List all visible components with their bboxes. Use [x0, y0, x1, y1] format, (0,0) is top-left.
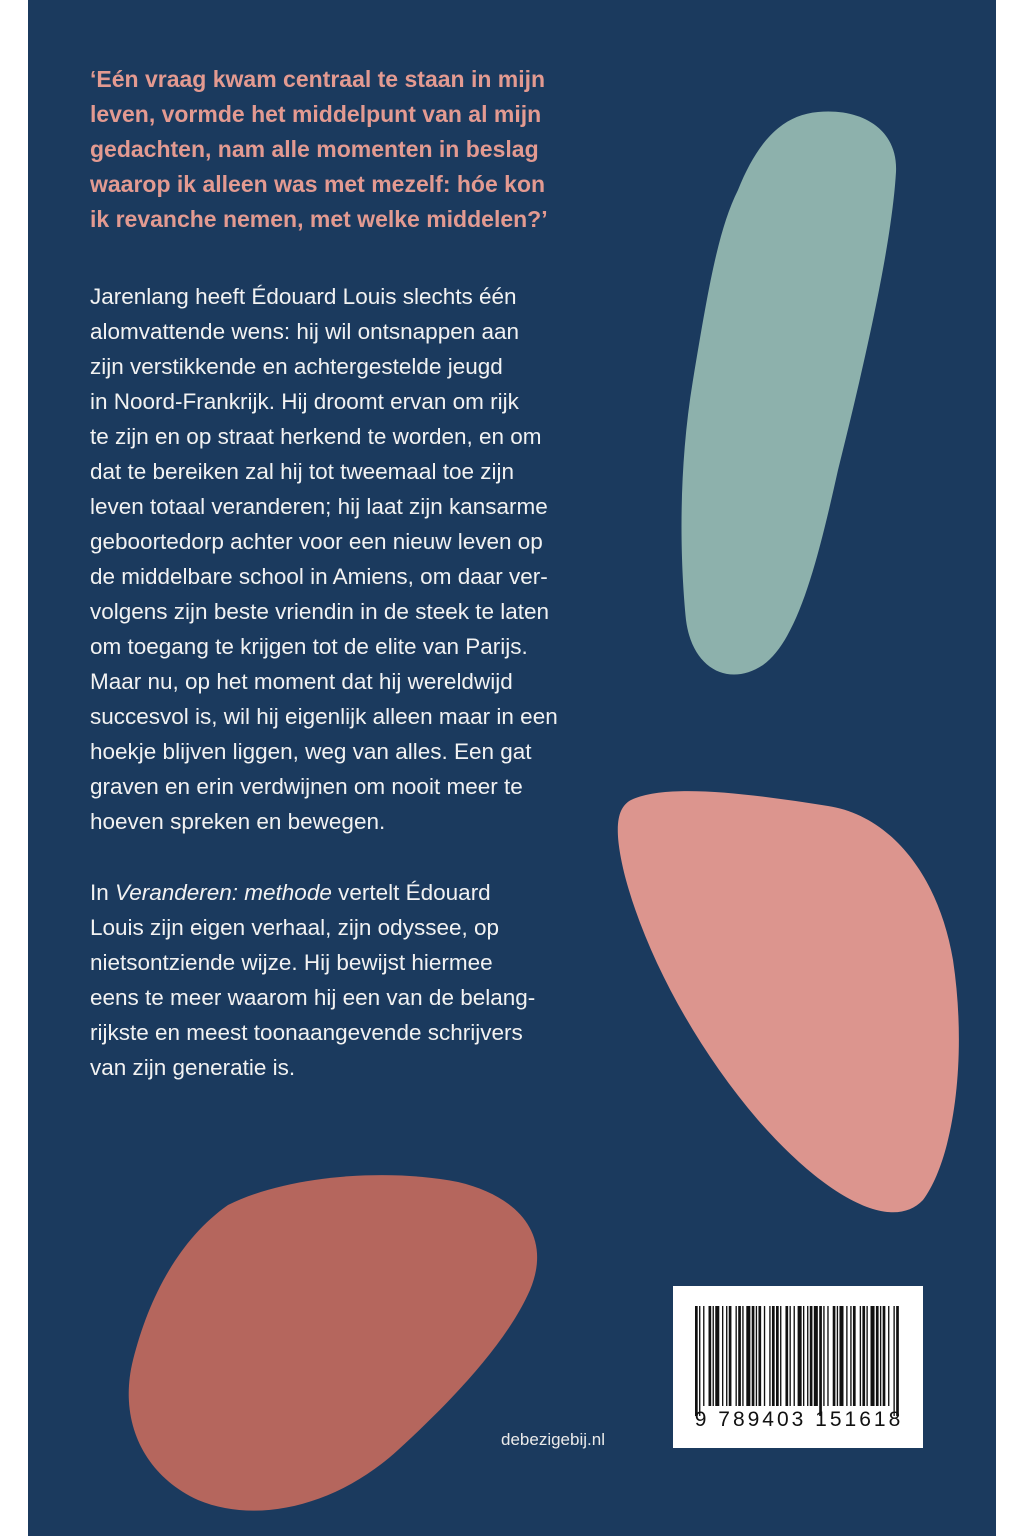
blurb-paragraph-1	[90, 279, 650, 839]
blurb-line: eens te meer waarom hij een van de belang-	[90, 985, 536, 1010]
barcode-bar	[729, 1306, 732, 1406]
blurb-line: succesvol is, wil hij eigenlijk alleen maar in een	[90, 704, 558, 729]
blurb-paragraph-2	[90, 875, 650, 1085]
blurb-line: volgens zijn beste vriendin in de steek te laten	[90, 599, 550, 624]
barcode-bar	[785, 1306, 788, 1406]
barcode-bar	[746, 1306, 750, 1406]
barcode-bar	[703, 1306, 704, 1406]
blurb-line: Jarenlang heeft Édouard Louis slechts één	[90, 284, 517, 309]
barcode-bar	[752, 1306, 755, 1406]
blurb-line: leven totaal veranderen; hij laat zijn kansarme	[90, 494, 548, 519]
barcode-bars	[695, 1306, 899, 1416]
blurb-line: te zijn en op straat herkend te worden, en om	[90, 424, 542, 449]
barcode-bar	[709, 1306, 712, 1406]
barcode-bar	[893, 1306, 894, 1416]
teal-blob-shape	[682, 112, 897, 675]
barcode-bar	[814, 1306, 818, 1406]
barcode-bar	[764, 1306, 765, 1406]
blurb-line: nietsontziende wijze. Hij bewijst hiermee	[90, 950, 493, 975]
barcode-bar	[860, 1306, 861, 1406]
barcode-bar	[846, 1306, 847, 1406]
barcode-bar	[738, 1306, 741, 1406]
barcode-bar	[871, 1306, 875, 1406]
barcode-bar	[742, 1306, 743, 1406]
blurb-line: dat te bereiken zal hij tot tweemaal toe zijn	[90, 459, 514, 484]
publisher-website: debezigebij.nl	[501, 1430, 605, 1449]
barcode-bar	[803, 1306, 804, 1406]
barcode-bar	[819, 1306, 822, 1416]
terracotta-blob-shape	[129, 1175, 537, 1511]
blurb-line: graven en erin verdwijnen om nooit meer te	[90, 774, 523, 799]
quote-line: ik revanche nemen, met welke middelen?’	[90, 206, 548, 232]
barcode-bar	[722, 1306, 723, 1406]
barcode-bar	[758, 1306, 761, 1406]
intro-text: In	[90, 880, 116, 905]
blurb-line: in Noord-Frankrijk. Hij droomt ervan om rijk	[90, 389, 519, 414]
blurb-line: Maar nu, op het moment dat hij wereldwijd	[90, 669, 513, 694]
barcode-bar	[862, 1306, 865, 1406]
blurb-line	[90, 875, 650, 910]
quote-line: gedachten, nam alle momenten in beslag	[90, 136, 539, 162]
barcode-bar	[780, 1306, 781, 1406]
blurb-line: rijkste en meest toonaangevende schrijvers	[90, 1020, 523, 1045]
barcode-bar	[883, 1306, 886, 1406]
quote-line: ‘Eén vraag kwam centraal te staan in mijn	[90, 66, 546, 92]
barcode-bar	[776, 1306, 779, 1406]
blurb-line: hoeven spreken en bewegen.	[90, 809, 386, 834]
quote-line: waarop ik alleen was met mezelf: hóe kon	[90, 171, 546, 197]
barcode-bar	[823, 1306, 824, 1406]
isbn-number: 9 789403 151618	[694, 1408, 904, 1431]
pull-quote	[90, 62, 630, 237]
blurb-line: geboortedorp achter voor een nieuw leven op	[90, 529, 543, 554]
blurb-line: om toegang te krijgen tot de elite van Parijs.	[90, 634, 528, 659]
barcode-bar	[769, 1306, 770, 1406]
blurb-line: zijn verstikkende en achtergestelde jeugd	[90, 354, 503, 379]
blurb-line: van zijn generatie is.	[90, 1055, 296, 1080]
barcode-bar	[853, 1306, 856, 1406]
barcode-bar	[715, 1306, 719, 1406]
barcode-bar	[827, 1306, 828, 1406]
barcode-bar	[807, 1306, 808, 1406]
blurb-line: Louis zijn eigen verhaal, zijn odyssee, op	[90, 915, 499, 940]
intro-rest-text: vertelt Édouard	[331, 880, 491, 905]
blurb-line: de middelbare school in Amiens, om daar ver-	[90, 564, 548, 589]
barcode-bar	[839, 1306, 843, 1406]
isbn-barcode	[673, 1286, 923, 1448]
barcode-bar	[772, 1306, 775, 1406]
barcode-bar	[794, 1306, 795, 1406]
book-title: Veranderen: methode	[115, 880, 332, 905]
pink-blob-shape	[618, 791, 959, 1212]
barcode-bar	[756, 1306, 757, 1406]
barcode-bar	[713, 1306, 714, 1406]
barcode-bar	[699, 1306, 700, 1416]
barcode-bar	[876, 1306, 879, 1406]
barcode-bar	[790, 1306, 791, 1406]
barcode-bar	[726, 1306, 727, 1406]
barcode-bar	[888, 1306, 889, 1406]
quote-line: leven, vormde het middelpunt van al mijn	[90, 101, 542, 127]
barcode-bar	[837, 1306, 838, 1406]
barcode-bar	[695, 1306, 698, 1416]
barcode-bar	[850, 1306, 851, 1406]
barcode-bar	[833, 1306, 836, 1406]
barcode-bar	[736, 1306, 737, 1406]
blurb-line: alomvattende wens: hij wil ontsnappen aan	[90, 319, 520, 344]
barcode-bar	[798, 1306, 802, 1406]
barcode-bar	[810, 1306, 813, 1406]
blurb-line: hoekje blijven liggen, weg van alles. Een gat	[90, 739, 532, 764]
back-cover	[28, 0, 996, 1536]
barcode-bar	[896, 1306, 899, 1416]
barcode-bar	[880, 1306, 881, 1406]
barcode-bar	[866, 1306, 867, 1406]
